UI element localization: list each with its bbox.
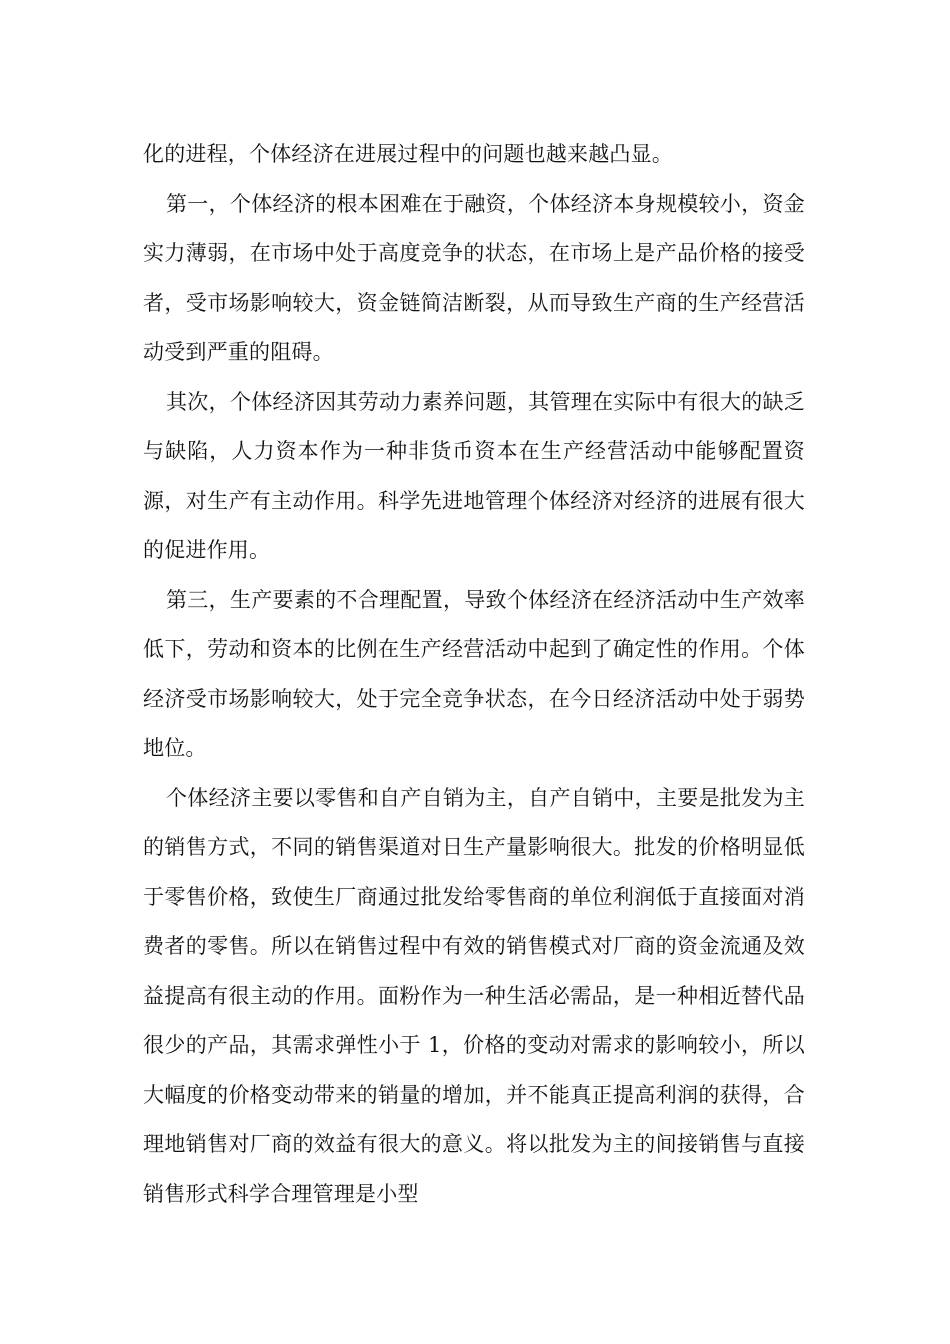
document-body (143, 130, 805, 1219)
paragraph-sales: 个体经济主要以零售和自产自销为主，自产自销中，主要是批发为主的销售方式，不同的销售渠道对日生产量影响很大。批发的价格明显低于零售价格，致使生厂商通过批发给零售商的单位利润低于直接面对消费者的零售。所以在销售过程中有效的销售模式对厂商的资金流通及效益提高有很主动的作用。面粉作为一种生活必需品，是一种相近替代品很少的产品，其需求弹性小于 1，价格的变动对需求的影响较小，所以大幅度的价格变动带来的销量的增加，并不能真正提高利润的获得，合理地销售对厂商的效益有很大的意义。将以批发为主的间接销售与直接销售形式科学合理管理是小型 (143, 785, 805, 1206)
paragraph-financing: 第一，个体经济的根本困难在于融资，个体经济本身规模较小，资金实力薄弱，在市场中处于高度竞争的状态，在市场上是产品价格的接受者，受市场影响较大，资金链简洁断裂，从而导致生产商的生产经营活动受到严重的阻碍。 (143, 191, 805, 364)
paragraph-management: 其次，个体经济因其劳动力素养问题，其管理在实际中有很大的缺乏与缺陷，人力资本作为一种非货币资本在生产经营活动中能够配置资源，对生产有主动作用。科学先进地管理个体经济对经济的进展有很大的促进作用。 (143, 389, 805, 562)
paragraph-continuation: 化的进程，个体经济在进展过程中的问题也越来越凸显。 (143, 142, 673, 166)
paragraph-production-factors: 第三，生产要素的不合理配置，导致个体经济在经济活动中生产效率低下，劳动和资本的比例在生产经营活动中起到了确定性的作用。个体经济受市场影响较大，处于完全竞争状态，在今日经济活动中处于弱势地位。 (143, 587, 805, 760)
